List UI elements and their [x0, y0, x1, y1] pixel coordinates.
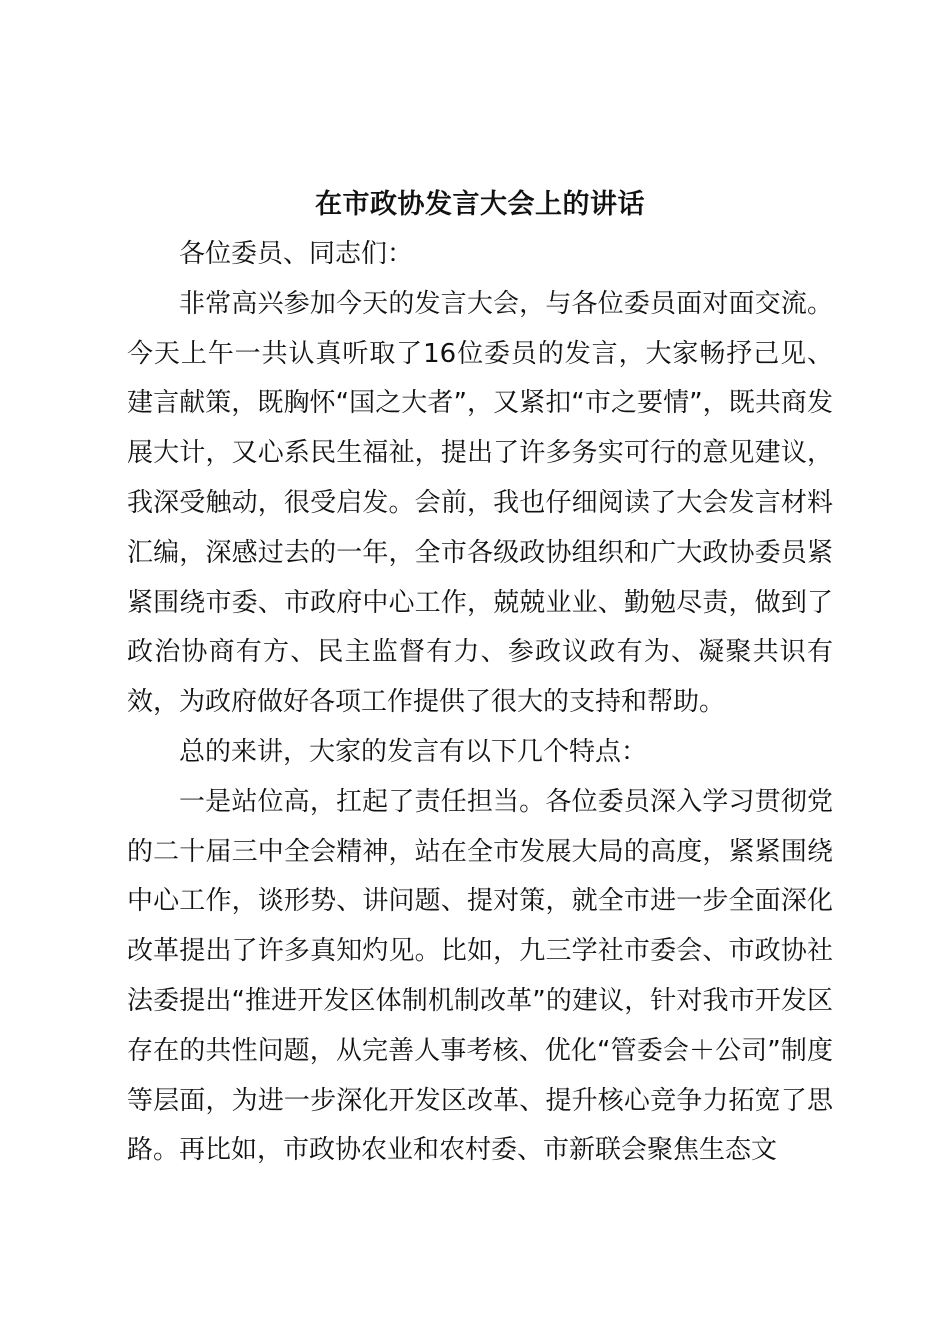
paragraph-opening: 非常高兴参加今天的发言大会，与各位委员面对面交流。今天上午一共认真听取了16位委员的发言，大家畅抒己见、建言献策，既胸怀“国之大者”，又紧扣“市之要情”，既共商发展大计，又心系民生福祉，提出了许多务实可行的意见建议，我深受触动，很受启发。会前，我也仔细阅读了大会发言材料汇编，深感过去的一年，全市各级政协组织和广大政协委员紧紧围绕市委、市政府中心工作，兢兢业业、勤勉尽责，做到了政治协商有方、民主监督有力、参政议政有为、凝聚共识有效，为政府做好各项工作提供了很大的支持和帮助。	[127, 288, 833, 718]
paragraph-point-one: 一是站位高，扛起了责任担当。各位委员深入学习贯彻党的二十届三中全会精神，站在全市发展大局的高度，紧紧围绕中心工作，谈形势、讲问题、提对策，就全市进一步全面深化改革提出了许多真知灼见。比如，九三学社市委会、市政协社法委提出“推进开发区体制机制改革”的建议，针对我市开发区存在的共性问题，从完善人事考核、优化“管委会＋公司”制度等层面，为进一步深化开发区改革、提升核心竞争力拓宽了思路。再比如，市政协农业和农村委、市新联会聚焦生态文	[127, 786, 833, 1166]
paragraph-summary: 总的来讲，大家的发言有以下几个特点：	[179, 736, 648, 767]
document-page	[127, 180, 833, 1166]
document-title: 在市政协发言大会上的讲话	[315, 189, 645, 220]
salutation: 各位委员、同志们：	[179, 239, 414, 269]
